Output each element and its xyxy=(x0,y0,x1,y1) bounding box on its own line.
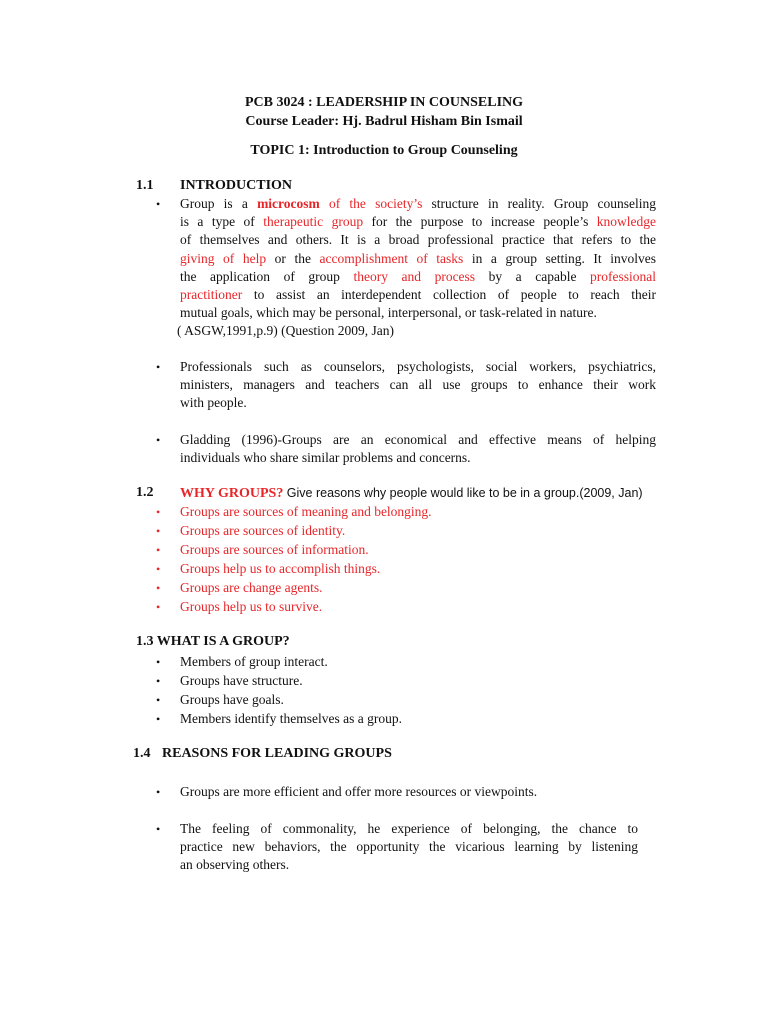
paragraph-line: The feeling of commonality, he experience of belonging, the chance to xyxy=(180,821,638,836)
bullet-icon: • xyxy=(156,543,161,557)
list-item: • Groups help us to survive. xyxy=(156,599,323,614)
paragraph-line: practice new behaviors, the opportunity the vicarious learning by listening xyxy=(180,839,638,855)
bullet-icon: • xyxy=(156,693,161,707)
list-item xyxy=(156,820,638,875)
list-item: • Members identify themselves as a group. xyxy=(156,711,402,726)
citation: ( ASGW,1991,p.9) (Question 2009, Jan) xyxy=(177,323,394,339)
paragraph-line: the application of group theory and process by a capable professional xyxy=(180,268,657,284)
course-title: PCB 3024 : LEADERSHIP IN COUNSELING xyxy=(244,95,524,110)
bullet-icon: • xyxy=(156,562,161,576)
bullet-icon: • xyxy=(156,197,161,211)
paragraph-line: individuals who share similar problems and concerns. xyxy=(180,450,471,466)
bullet-icon: • xyxy=(156,822,161,836)
list-item: • Groups have structure. xyxy=(156,673,303,688)
bullet-icon: • xyxy=(156,505,161,519)
section-1-4-title: REASONS FOR LEADING GROUPS xyxy=(162,746,392,761)
list-item: • Groups are change agents. xyxy=(156,580,323,595)
section-1-2-number: 1.2 xyxy=(136,485,154,500)
section-1-2-question: Give reasons why people would like to be in a group.(2009, Jan) xyxy=(283,486,643,500)
paragraph-line: Gladding (1996)-Groups are an economical and effective means of helping xyxy=(180,432,656,447)
section-1-2-heading xyxy=(180,484,643,503)
list-item xyxy=(156,431,656,467)
list-item: • Groups help us to accomplish things. xyxy=(156,561,381,576)
bullet-icon: • xyxy=(156,360,161,374)
bullet-icon: • xyxy=(156,600,161,614)
paragraph-line: Professionals such as counselors, psychologists, social workers, psychiatrics, xyxy=(180,359,656,374)
list-item: • Groups have goals. xyxy=(156,692,284,707)
paragraph-line: giving of help or the accomplishment of tasks in a group setting. It involves xyxy=(180,250,656,266)
paragraph-line: an observing others. xyxy=(180,857,290,873)
paragraph-line: ministers, managers and teachers can all use groups to enhance their work xyxy=(180,377,656,393)
section-1-2-title: WHY GROUPS? xyxy=(180,486,284,501)
list-item xyxy=(156,195,657,341)
bullet-icon: • xyxy=(156,581,161,595)
section-1-1-title: INTRODUCTION xyxy=(180,178,293,193)
paragraph-line: with people. xyxy=(180,395,247,411)
bullet-icon: • xyxy=(156,785,161,799)
topic-title: TOPIC 1: Introduction to Group Counseling xyxy=(250,143,518,158)
section-1-3-title: 1.3 WHAT IS A GROUP? xyxy=(136,634,290,649)
paragraph-line: is a type of therapeutic group for the purpose to increase people’s knowledge xyxy=(180,214,656,230)
bullet-icon: • xyxy=(156,712,161,726)
list-item: • Groups are more efficient and offer more resources or viewpoints. xyxy=(156,784,538,799)
list-item: • Groups are sources of identity. xyxy=(156,523,346,538)
list-item: • Groups are sources of meaning and belonging. xyxy=(156,504,432,519)
section-1-4-number: 1.4 xyxy=(133,746,151,761)
bullet-icon: • xyxy=(156,674,161,688)
section-1-1-number: 1.1 xyxy=(136,178,154,193)
bullet-icon: • xyxy=(156,433,161,447)
course-leader: Course Leader: Hj. Badrul Hisham Bin Ismail xyxy=(245,114,523,129)
paragraph-line: of themselves and others. It is a broad professional practice that refers to the xyxy=(180,232,656,248)
list-item xyxy=(156,358,656,413)
list-item: • Members of group interact. xyxy=(156,654,328,669)
paragraph-line: mutual goals, which may be personal, interpersonal, or task-related in nature. xyxy=(180,305,597,321)
bullet-icon: • xyxy=(156,655,161,669)
paragraph-line: practitioner to assist an interdependent collection of people to reach their xyxy=(180,287,656,303)
bullet-icon: • xyxy=(156,524,161,538)
paragraph-line: Group is a microcosm of the society’s structure in reality. Group counseling xyxy=(180,196,656,211)
list-item: • Groups are sources of information. xyxy=(156,542,369,557)
